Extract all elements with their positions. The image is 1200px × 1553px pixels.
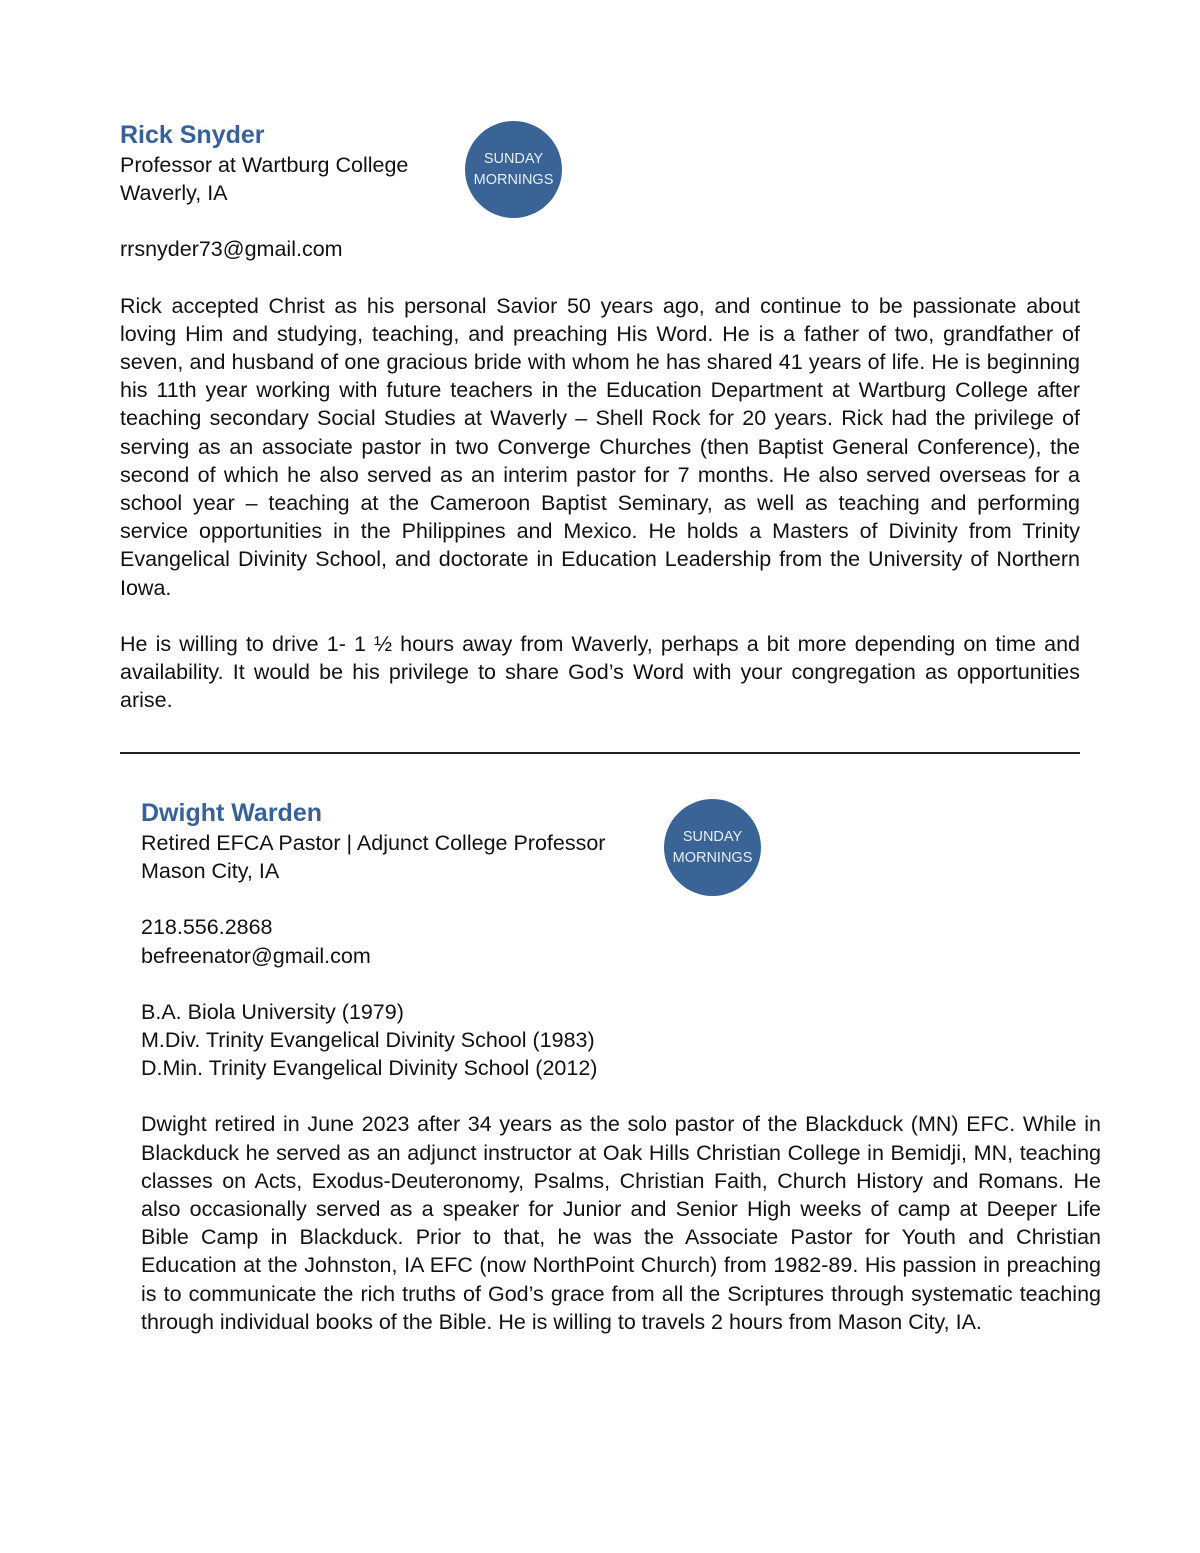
speaker-location: Mason City, IA xyxy=(141,859,280,884)
speaker-name: Dwight Warden xyxy=(141,799,323,827)
availability-badge xyxy=(664,799,761,896)
availability-badge xyxy=(465,121,562,218)
speaker-title: Professor at Wartburg College xyxy=(120,153,409,177)
badge-line-1: SUNDAY xyxy=(483,150,544,167)
speaker-phone: 218.556.2868 xyxy=(141,915,273,940)
section-divider xyxy=(120,752,1080,754)
speaker-bio-paragraph: Dwight retired in June 2023 after 34 years as the solo pastor of the Blackduck (MN) EFC. While in Blackduck he served as an adjunct instructor at Oak Hills Christian College in Bemidji, MN, teaching classes on Acts, Exodus-Deuteronomy, Psalms, Christian Faith, Church History and Romans. He also occasionally served as a speaker for Junior and Senior High weeks of camp at Deeper Life Bible Camp in Blackduck. Prior to that, he was the Associate Pastor for Youth and Christian Education at the Johnston, IA EFC (now NorthPoint Church) from 1982-89. His passion in preaching is to communicate the rich truths of God’s grace from all the Scriptures through systematic teaching through individual books of the Bible. He is willing to travels 2 hours from Mason City, IA. xyxy=(141,1112,1101,1334)
badge-line-2: MORNINGS xyxy=(672,849,753,866)
profile-dwight-warden xyxy=(141,797,1101,1336)
badge-line-2: MORNINGS xyxy=(473,171,554,188)
education-item: B.A. Biola University (1979) xyxy=(141,999,404,1024)
speaker-name: Rick Snyder xyxy=(120,121,265,149)
speaker-email: rrsnyder73@gmail.com xyxy=(120,237,343,262)
education-item: M.Div. Trinity Evangelical Divinity School (1983) xyxy=(141,1028,595,1053)
speaker-bio-paragraph: Rick accepted Christ as his personal Savior 50 years ago, and continue to be passionate about loving Him and studying, teaching, and preaching His Word. He is a father of two, grandfather of seven, and husband of one gracious bride with whom he has shared 41 years of life. He is beginning his 11th year working with future teachers in the Education Department at Wartburg College after teaching secondary Social Studies at Waverly – Shell Rock for 20 years. Rick had the privilege of serving as an associate pastor in two Converge Churches (then Baptist General Conference), the second of which he also served as an interim pastor for 7 months. He also served overseas for a school year – teaching at the Cameroon Baptist Seminary, as well as teaching and performing service opportunities in the Philippines and Mexico. He holds a Masters of Divinity from Trinity Evangelical Divinity School, and doctorate in Education Leadership from the University of Northern Iowa. xyxy=(120,293,1080,600)
speaker-email: befreenator@gmail.com xyxy=(141,943,371,968)
speaker-title: Retired EFCA Pastor | Adjunct College Professor xyxy=(141,831,606,855)
badge-line-1: SUNDAY xyxy=(682,828,743,845)
education-item: D.Min. Trinity Evangelical Divinity School (2012) xyxy=(141,1056,598,1081)
speaker-location: Waverly, IA xyxy=(120,181,228,206)
profile-rick-snyder xyxy=(120,119,1080,714)
speaker-travel-paragraph: He is willing to drive 1- 1 ½ hours away from Waverly, perhaps a bit more depending on time and availability. It would be his privilege to share God’s Word with your congregation as opportunities arise. xyxy=(120,631,1080,713)
